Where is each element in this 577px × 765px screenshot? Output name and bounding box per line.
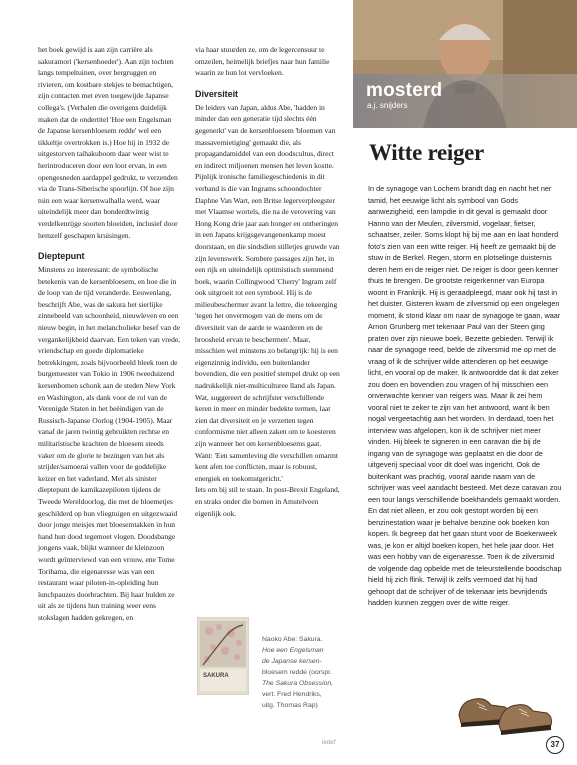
paragraph: Iets om bij stil te staan. In post-Brexit Engeland, en straks onder die bomen in Amstelveen eigenlijk ook. [195, 485, 340, 518]
caption-line: The Sakura Obsession, [262, 680, 334, 687]
article-column-1 [38, 44, 180, 624]
paragraph: het boek gewijd is aan zijn carrière als sakuramori ('kersenhoeder'). Aan zijn tochten langs tempeltuinen, over bergruggen en rivieren, om kostbare stekjes te bemachtigen, zijn contacten met even toegewijde Japanse collega's. (Verhalen die overigens duidelijk maken dat de ondertitel 'Hoe een Engelsman de Japanse kersenbloesem redde' wel een tikkeltje overtrokken is.) Hoe hij in 1932 de uitgestorven taihakuboom daar weer wist te herintroduceren door een loot ervan, in een opengesneden aardappel gedrukt, te verzenden via de Trans-Siberische spoorlijn. Of hoe zijn tuin een waar kersenwalhalla werd, waar uiteindelijk meer dan honderdtwintig verdelkenrijge soorten bloeiden, inclusief door hemzelf geschapen kruisingen. [38, 45, 178, 240]
footer-source: ledet' [322, 740, 337, 746]
book-cover-title: SAKURA [203, 673, 229, 679]
caption-line: uitg. Thomas Rap) [262, 702, 318, 709]
section-heading: Dieptepunt [38, 251, 85, 262]
caption-line: bloesem redde (oorspr. [262, 669, 332, 676]
column-title: Witte reiger [369, 140, 484, 165]
paragraph: via haar stuurden ze, om de legercensuur te omzeilen, heimelijk briefjes naar hun familie waarin ze hun lot vervloeken. [195, 45, 330, 78]
book-caption [262, 634, 344, 711]
column-body: In de synagoge van Lochem brandt dag en nacht het ner tamid, het eeuwige licht als symbool van Gods aanwezigheid, een lampdie in dit geval is gemaakt door Hanno van der Meulen, zilversmid, vogelaar, fietser, schaatser, zeiler. Soms klopt hij bij me aan en laat honderd foto's zien van een witte reiger. Hij heeft ze gemaakt bij de stuw in de Berkel. Regen, storm en plotselinge duisternis deren hem en de reiger niet. De reiger is door geen kenner thuis te brengen. De grootste reigerkenner van Europa woont in Frankrijk. Hij is geraadpleegd, maar ook hij tast in het duister. Gisteren kwam de zilversmid op een ongelegen moment, ik stond klaar om naar de synagoge te gaan, waar Arnon Grunberg met tekenaar Paul van der Steen ging praten over zijn nieuwe boek, Bezette gebieden. Terwijl ik naar de synagoge reed, belde de zilversmid me op met de vraag of ik de schrijver wilde attenderen op het eeuwige licht, en vooral op de maker. Ik antwoordde dat ik dat zeker zou doen en bovendien zou vragen of hij misschien een onverwachte kenner van reigers was. Maar ik zei hem vooral niet te zeker te zijn van het antwoord, want ik ben nogal vergeetachtig aan het worden. In derdaad, toen het interview was afgelopen, kon ik de schrijver niet meer vinden. Hij bleek te signeren in een caravan die bij de ingang van de synagoge was geplaatst en die door de uitgeverij speciaal voor dit doel was ingericht. Ook de buitenkant was prachtig, vooral aande naam van de schrijver was veel aandacht besteed. Met deze caravan zou een tour langs verschillende boekhandels gemaakt worden. En dat niet alleen, er zou ook gestopt worden bij een benzinestation waar je behalve benzine ook boeken kon kopen. Ik begreep dat het gaan stunt voor de Boekenweek was, je kon er altijd boeken kopen, het hele jaar door. Het was een hobby van de eigenaresse. Toen ik de zilversmid de volgende dag opbelde met de teleurstellende boodschap hield hij zich flink. Terwijl ik zelfs vermoed dat hij had gehoopt dat de schrijver of de tekenaar iets bevrijdends hadden kunnen zeggen over de witte reiger. [368, 184, 562, 607]
paragraph: Minstens zo interessant: de symbolische betekenis van de kersenbloesem, en hoe die in de loop van de tijd veranderde. Eeuwenlang, beschrijft Abe, was de sakura het sierlijke zinnebeeld van schoonheid, nieuwleven en een nieuw begin, in het melancholieke besef van de vergankelijkheid daarvan. Een teken van vrede, vriendschap en goede diplomatieke betrekkingen, zoals bijvoorbeeld bleek toen de burgemeester van Tokio in 1906 tweeduizend kersenbomen schonk aan de steden New York en Washington, als dank voor de rol van de Verenigde Staten in het beëindigen van de Russisch-Japanse Oorlog (1904-1905). Maar vanaf de jaren twintig gebruikten rechtse en militaristische krachten de bloesem steeds vaker om de glorie te bezingen van het als strijder/samoerai vallen voor de goddelijke keizer en het vaderland. Met als sinister dieptepunt de kamikazepiloten tijdens de Tweede Wereldoorlog, die met de bloemetjes geschilderd op hun vliegtuigen en uitgezwaaid door jonge meisjes met bloesemtakken in hun hand hun dood tegemoet vlogen. Doodsbange jongens vaak, blijkt wanneer de kleinzoon wordt geïnterviewd van een vrouw, ene Tome Torihama, die eigenaresse was van een restaurant waar piloten-in-opleiding hun lunchpauzes doorbrachten. Bij haar hulden ze uit als ze tijdens hun training weer eens stokslagen hadden gekregen, en [38, 265, 180, 622]
book-cover-image [197, 617, 249, 695]
article-column-2 [195, 44, 340, 519]
caption-line: Naoko Abe: Sakura. [262, 636, 323, 643]
caption-line: vert. Fred Hendriks, [262, 691, 322, 698]
page-number: 37 [546, 736, 564, 754]
section-heading: Diversiteit [195, 88, 238, 99]
rubric-title: mosterd [366, 80, 443, 101]
paragraph: De leiders van Japan, aldus Abe, 'hadden in minder dan een generatie tijd slechts één gegenerkt' van de kersenbloesem 'bloemen van massavernietiging' gemaakt die, als propagandamiddel van een doodscultus, direct en indirect miljoenen mensen het leven kostte. Pijnlijk ironische familiegeschiedenis in dit verband is die van Ingrams schoondochter Daphne Van Wart, een Britse legerverpleegster met Vlaamse wortels, die na de verovering van Hong Kong drie jaar aan honger en ontberingen in een Japans krijgsgevangenenkamp moest doorstaan, en die sindsdien stilletjes gruwde van zijn levenswerk. Sombere passages zijn het, in een rijk en uiteindelijk optimistisch stemmend boek, waarin Collingwood 'Cherry' Ingram zelf ook uitgroeit tot een symbool. Hij is de milieubeschermer avant la lettre, die tekeerging 'tegen het onvermogen van de mens om de diversiteit van de aarde te waarderen en de broosheid ervan te beschermen'. Maar, misschien wel minstens zo belangrijk: hij is een eigenzinnig individu, een buitenlander bovendien, die een positief stempel drukt op een nadrukkelijk niet-multiculturee lland als Japan. Wat, suggereert de schrijfster verschillende keren in meer en minder bedekte termen, laat zien dat diversiteit en je verzetten tegen conformisme niet alleen zaken om te koesteren zijn wanneer het om kersenbloesems gaat. Want: 'Een samenleving die verschillen omarmt kent afen toe conflicten, maar is robuust, energiek en toekomstgericht.' [195, 102, 340, 483]
caption-line: de Japanse kersen- [262, 658, 322, 665]
column-author: a.j. snijders [367, 101, 408, 110]
walking-shoes-image [455, 677, 555, 737]
caption-line: Hoe een Engelsman [262, 647, 324, 654]
